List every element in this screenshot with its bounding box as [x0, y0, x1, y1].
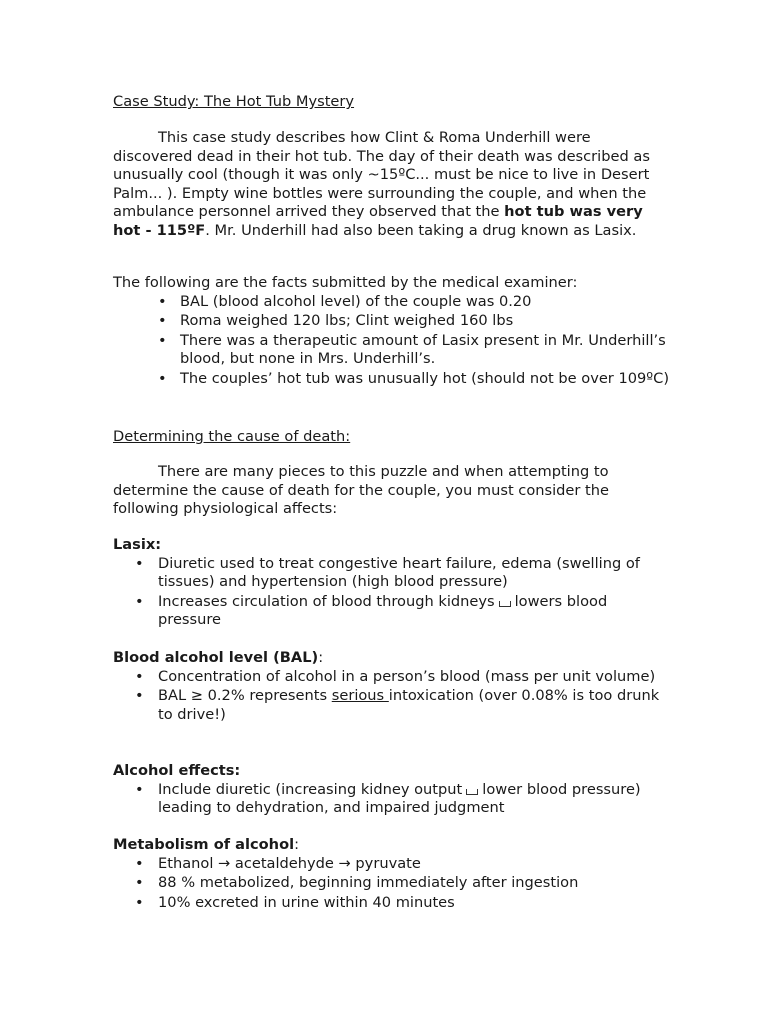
alcohol-section [113, 762, 673, 819]
metabolism-heading: Metabolism of alcohol [113, 836, 295, 853]
metabolism-heading-line: Metabolism of alcohol: [113, 836, 300, 853]
intro-text-bold: hot tub was very hot - 115ºF [113, 203, 643, 239]
arrow-icon [466, 789, 478, 795]
metabolism-list [113, 855, 673, 913]
intro-paragraph [113, 129, 673, 240]
lasix-list [113, 555, 673, 630]
facts-section [113, 274, 673, 389]
facts-list [113, 293, 673, 389]
alcohol-list [113, 781, 673, 818]
list-item: • Concentration of alcohol in a person’s blood (mass per unit volume) [113, 668, 673, 687]
bal-heading: Blood alcohol level (BAL) [113, 649, 319, 666]
list-item: • Include diuretic (increasing kidney output lower blood pressure) leading to dehydration, and impaired judgment [113, 781, 673, 818]
intro-text-b: . Mr. Underhill had also been taking a drug known as Lasix. [205, 221, 637, 239]
arrow-icon [499, 601, 511, 607]
document-title: Case Study: The Hot Tub Mystery [113, 93, 355, 110]
lasix-section [113, 536, 673, 631]
cause-paragraph: There are many pieces to this puzzle and when attempting to determine the cause of death for the couple, you must consider the following physiological affects: [113, 463, 609, 517]
list-item: • Ethanol → acetaldehyde → pyruvate [113, 855, 673, 874]
bal-list [113, 668, 673, 725]
list-item: • Diuretic used to treat congestive heart failure, edema (swelling of tissues) and hypertension (high blood pressure) [113, 555, 673, 592]
lasix-heading: Lasix: [113, 536, 162, 553]
list-item: • BAL ≥ 0.2% represents serious intoxication (over 0.08% is too drunk to drive!) [113, 687, 673, 724]
list-item: • BAL (blood alcohol level) of the couple was 0.20 [113, 293, 673, 312]
bal-heading-line: Blood alcohol level (BAL): [113, 649, 324, 666]
list-item: • 88 % metabolized, beginning immediately after ingestion [113, 874, 673, 893]
intro-text-a: This case study describes how Clint & Roma Underhill were discovered dead in their hot tub. The day of their death was described as unusually cool (though it was only ~15ºC... must be nice to live in Desert Palm... ). Empty wine bottles were surrounding the couple, and when the ambulance personnel arrived they observed that the [113, 129, 650, 220]
bal-section [113, 649, 673, 725]
facts-lead: The following are the facts submitted by the medical examiner: [113, 274, 578, 291]
alcohol-heading: Alcohol effects: [113, 762, 241, 779]
list-item: • Increases circulation of blood through kidneys lowers blood pressure [113, 593, 673, 630]
list-item: • There was a therapeutic amount of Lasix present in Mr. Underhill’s blood, but none in Mrs. Underhill’s. [113, 332, 673, 369]
list-item: • Roma weighed 120 lbs; Clint weighed 160 lbs [113, 312, 673, 331]
cause-heading: Determining the cause of death: [113, 428, 351, 445]
metabolism-section [113, 836, 673, 913]
list-item: • The couples’ hot tub was unusually hot (should not be over 109ºC) [113, 370, 673, 389]
list-item: • 10% excreted in urine within 40 minutes [113, 894, 673, 913]
